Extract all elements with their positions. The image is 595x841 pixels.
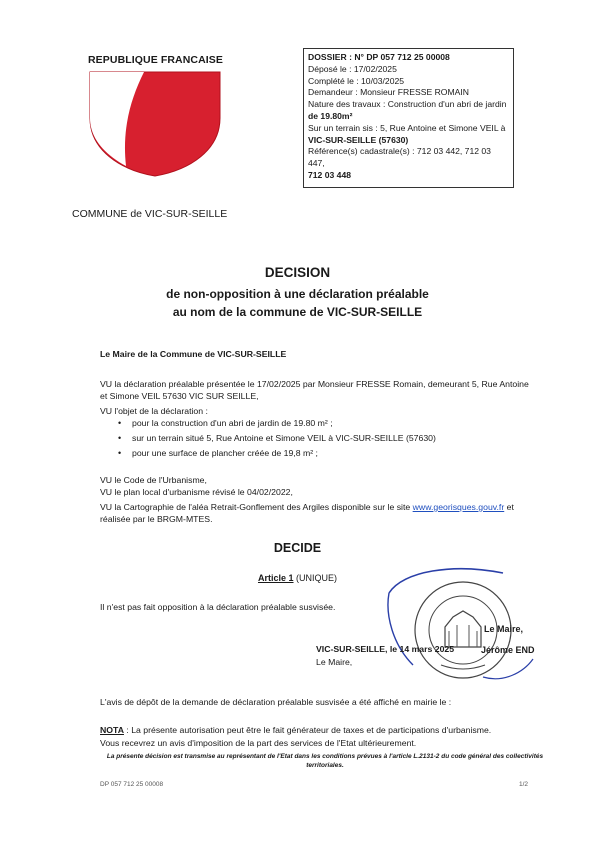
article-label: Article 1 [257,573,294,583]
page-number: 1/2 [519,781,529,788]
commune-label: COMMUNE de VIC-SUR-SEILLE [72,208,228,220]
decision-subtitle-1: de non-opposition à une déclaration préalable [166,287,429,301]
signature-maire-title: Le Maire, [316,657,353,667]
republique-label: REPUBLIQUE FRANCAISE [88,54,224,66]
decision-subtitle-2: au nom de la commune de VIC-SUR-SEILLE [172,305,423,319]
coat-of-arms-icon [82,70,228,178]
vu-cartographie-text: VU la Cartographie de l'aléa Retrait-Gonflement des Argiles disponible sur le site [100,502,413,512]
list-item: • pour la construction d'un abri de jardin de 19.80 m² ; [118,417,538,429]
vu-plu: VU le plan local d'urbanisme révisé le 04/02/2022, [100,487,293,497]
dossier-cadastral-cont: 712 03 448 [308,169,352,180]
mairie-stamp-icon [383,565,558,700]
vu-objet: VU l'objet de la déclaration : [100,406,208,416]
vu-cartographie-end: et réalisée par le BRGM-MTES. [100,502,514,524]
dossier-completed-date: Complété le : 10/03/2025 [308,75,405,86]
vu-code-urbanisme: VU le Code de l'Urbanisme, [100,475,207,485]
dossier-applicant: Demandeur : Monsieur FRESSE ROMAIN [308,87,469,98]
article-suffix: (UNIQUE) [293,573,338,583]
avis-affichage: L'avis de dépôt de la demande de déclaration préalable susvisée a été affiché en mairie le : [100,697,452,707]
nota-label: NOTA [100,725,124,735]
dossier-site: Sur un terrain sis : 5, Rue Antoine et Simone VEIL à [308,122,506,133]
dossier-works-area: de 19.80m² [308,110,353,121]
list-item: • sur un terrain situé 5, Rue Antoine et Simone VEIL à VIC-SUR-SEILLE (57630) [118,432,538,444]
vu-cartographie [100,501,540,525]
vu-declaration: VU la déclaration préalable présentée le 17/02/2025 par Monsieur FRESSE Romain, demeurant 5, Rue Antoine et Simone VEIL 57630 VIC SUR SEILLE, [100,379,529,401]
list-item: • pour une surface de plancher créée de 19,8 m² ; [118,447,538,459]
footer-reference: DP 057 712 25 00008 [100,781,164,788]
dossier-site-city: VIC-SUR-SEILLE (57630) [308,134,409,145]
nota-text-2: Vous recevrez un avis d'imposition de la part des services de l'Etat ultérieurement. [100,738,417,748]
objet-list [118,417,538,462]
dossier-number: DOSSIER : N° DP 057 712 25 00008 [308,52,450,62]
decision-title: DECISION [264,265,331,280]
dossier-works-nature: Nature des travaux : Construction d'un abri de jardin [308,99,507,110]
decide-heading: DECIDE [273,541,322,555]
nota-block [100,724,550,750]
signature-le-maire: Le Maire, [484,624,524,634]
maire-heading: Le Maire de la Commune de VIC-SUR-SEILLE [100,349,287,359]
signatory-name: Jérôme END [481,645,535,655]
signature-place-date: VIC-SUR-SEILLE, le 14 mars 2025 [316,644,455,654]
transmission-note: La présente décision est transmise au représentant de l'Etat dans les conditions prévues à l'article L.2131-2 du code général des collectivités territoriales. [106,753,544,769]
non-opposition-text: Il n'est pas fait opposition à la déclaration préalable susvisée. [100,602,336,612]
georisques-link[interactable]: www.georisques.gouv.fr [412,502,505,512]
dossier-box [303,48,514,188]
dossier-deposit-date: Déposé le : 17/02/2025 [308,63,397,74]
nota-text-1: : La présente autorisation peut être le fait générateur de taxes et de participations d'urbanisme. [123,725,492,735]
dossier-cadastral: Référence(s) cadastrale(s) : 712 03 442, 712 03 447, [308,146,491,169]
